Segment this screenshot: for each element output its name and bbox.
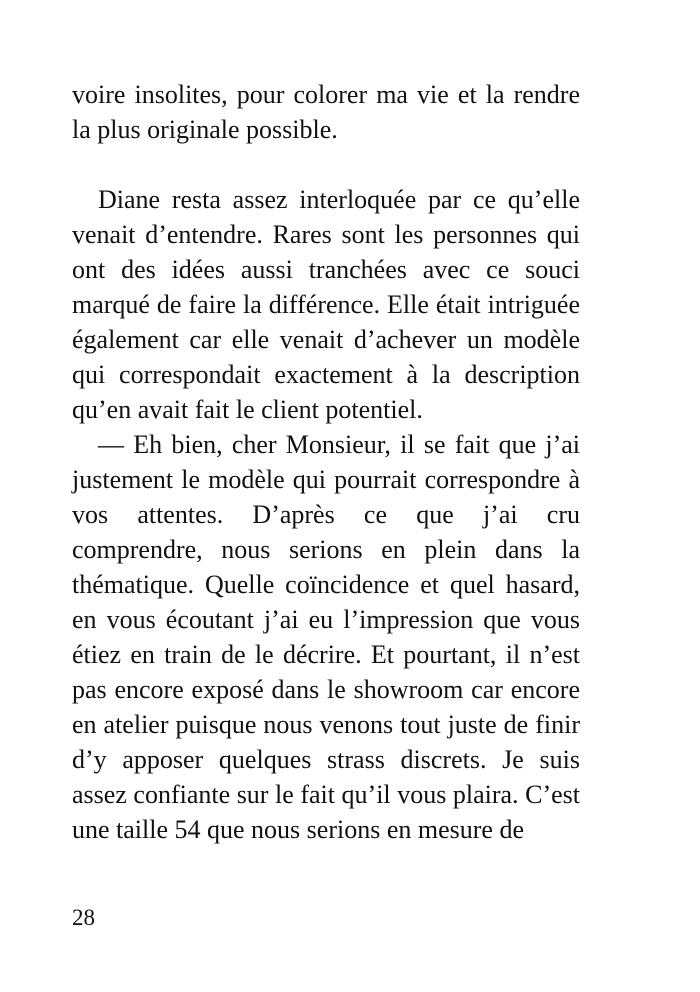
- page-number: 28: [72, 905, 95, 930]
- paragraph-dialogue: — Eh bien, cher Monsieur, il se fait que j’ai justement le modèle qui pourrait correspondre à vos attentes. D’après ce que j’ai cru comprendre, nous serions en plein dans la thématique. Quelle coïncidence et quel hasard, en vous écoutant j’ai eu l’impression que vous étiez en train de le décrire. Et pourtant, il n’est pas encore exposé dans le showroom car encore en atelier puisque nous venons tout juste de finir d’y apposer quelques strass discrets. Je suis assez confiante sur le fait qu’il vous plaira. C’est une taille 54 que nous serions en mesure de: [72, 430, 580, 844]
- paragraph-narration: Diane resta assez interloquée par ce qu’elle venait d’entendre. Rares sont les personnes qui ont des idées aussi tranchées avec ce souci marqué de faire la différence. Elle était intriguée également car elle venait d’achever un modèle qui correspondait exactement à la description qu’en avait fait le client potentiel.: [72, 185, 580, 424]
- paragraph-continuation: voire insolites, pour colorer ma vie et la rendre la plus originale possible.: [72, 80, 580, 144]
- body-text: [72, 77, 580, 847]
